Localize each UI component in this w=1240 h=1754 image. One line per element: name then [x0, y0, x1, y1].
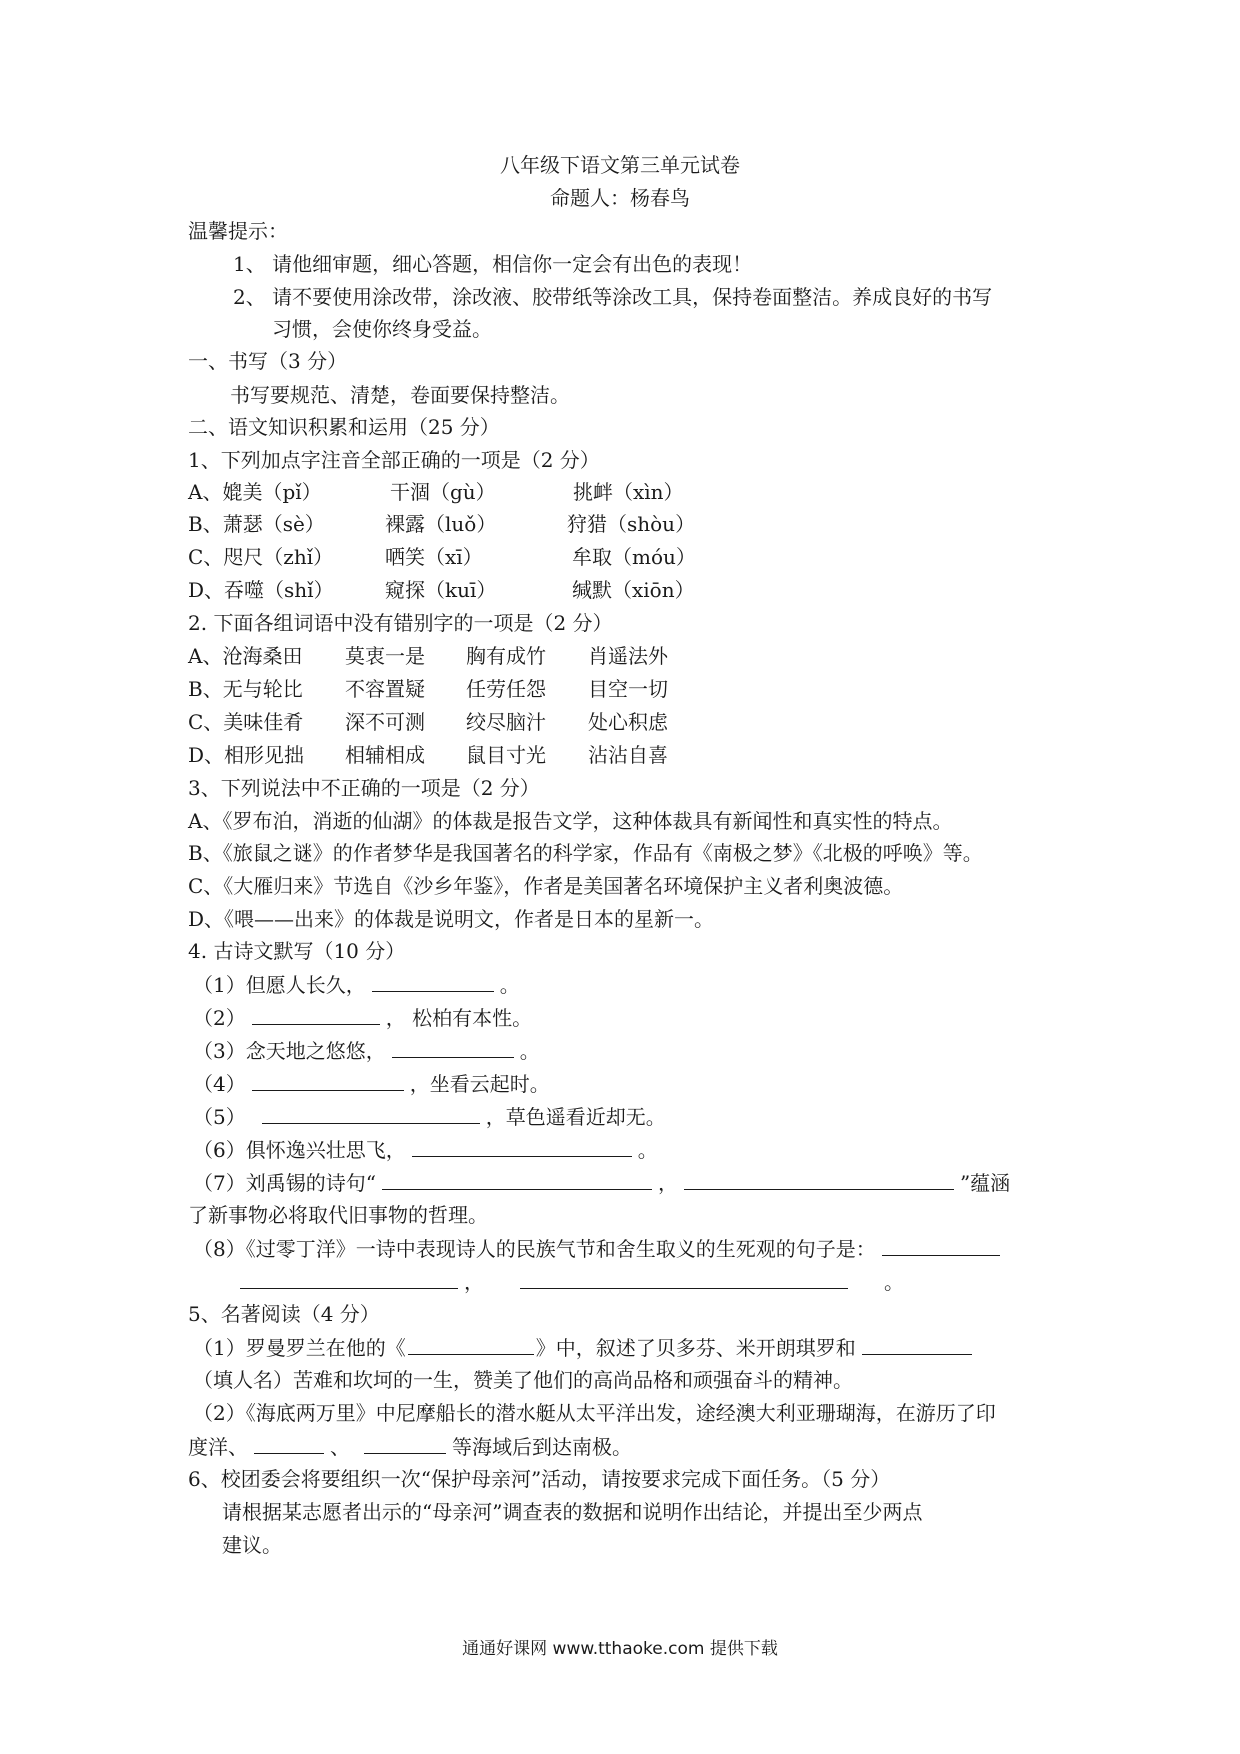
answer-blank[interactable] [240, 1268, 458, 1289]
q4-item-3: （3）念天地之悠悠， 。 [193, 1039, 540, 1063]
q5-item-1: （1）罗曼罗兰在他的《 》中，叙述了贝多芬、米开朗琪罗和 [193, 1334, 978, 1361]
q2-option-d-3: 鼠目寸光 [466, 743, 546, 767]
answer-blank[interactable] [862, 1334, 972, 1355]
q3-option-c: C、《大雁归来》节选自《沙乡年鉴》，作者是美国著名环境保护主义者利奥波德。 [188, 874, 904, 898]
tips-item-2: 2、 请不要使用涂改带，涂改液、胶带纸等涂改工具，保持卷面整洁。养成良好的书写 [233, 285, 993, 309]
q4-item-2: （2） ， 松柏有本性。 [193, 1006, 533, 1030]
q6-text: 请根据某志愿者出示的“母亲河”调查表的数据和说明作出结论，并提出至少两点 [222, 1500, 923, 1524]
q3-stem: 3、下列说法中不正确的一项是（2 分） [188, 776, 540, 800]
section1-text: 书写要规范、清楚，卷面要保持整洁。 [230, 383, 570, 407]
q2-option-c-2: 深不可测 [345, 710, 425, 734]
q4-item-8: （8）《过零丁洋》一诗中表现诗人的民族气节和舍生取义的生死观的句子是： [193, 1235, 1006, 1262]
q1-option-b-b: 裸露（luǒ） [385, 512, 497, 536]
q2-option-c-4: 处心积虑 [588, 710, 668, 734]
tips-item-2-cont: 习惯，会使你终身受益。 [272, 317, 492, 341]
q1-option-a-c: 挑衅（xìn） [573, 480, 684, 504]
q1-option-c-c: 牟取（móu） [572, 545, 696, 569]
q1-option-a: A、媲美（pǐ） [188, 480, 322, 504]
q6-text-cont: 建议。 [222, 1533, 282, 1557]
q2-option-b-2: 不容置疑 [345, 677, 425, 701]
q5-stem: 5、名著阅读（4 分） [188, 1302, 380, 1326]
exam-author: 命题人：杨春鸟 [550, 186, 690, 210]
q5-item-2: （2）《海底两万里》中尼摩船长的潜水艇从太平洋出发，途经澳大利亚珊瑚海，在游历了印 [193, 1401, 996, 1425]
q2-option-b-3: 任劳任怨 [466, 677, 546, 701]
q2-option-b-1: B、无与轮比 [188, 677, 303, 701]
q1-option-d-b: 窥探（kuī） [385, 578, 497, 602]
page-footer: 通通好课网 www.tthaoke.com 提供下载 [462, 1639, 778, 1659]
answer-blank[interactable] [684, 1169, 954, 1190]
section2-heading: 二、语文知识积累和运用（25 分） [188, 415, 500, 439]
q3-option-b: B、《旅鼠之谜》的作者梦华是我国著名的科学家，作品有《南极之梦》《北极的呼唤》等。 [188, 841, 983, 865]
q1-option-d: D、吞噬（shǐ） [188, 578, 334, 602]
q3-option-a: A、《罗布泊，消逝的仙湖》的体裁是报告文学，这种体裁具有新闻性和真实性的特点。 [188, 809, 953, 833]
answer-blank[interactable] [392, 1037, 514, 1058]
answer-blank[interactable] [252, 1070, 404, 1091]
q1-option-a-b: 干涸（gù） [390, 480, 496, 504]
q1-option-c-b: 哂笑（xī） [385, 545, 483, 569]
answer-blank[interactable] [372, 971, 494, 992]
q4-item-5: （5） ，草色遥看近却无。 [193, 1105, 666, 1129]
q1-stem: 1、下列加点字注音全部正确的一项是（2 分） [188, 448, 600, 472]
answer-blank[interactable] [412, 1136, 632, 1157]
section1-heading: 一、书写（3 分） [188, 349, 348, 373]
q2-stem: 2. 下面各组词语中没有错别字的一项是（2 分） [188, 611, 613, 635]
q6-stem: 6、校团委会将要组织一次“保护母亲河”活动，请按要求完成下面任务。（5 分） [188, 1467, 891, 1491]
q4-item-4: （4） ，坐看云起时。 [193, 1072, 550, 1096]
q2-option-d-1: D、相形见拙 [188, 743, 305, 767]
q2-option-a-3: 胸有成竹 [466, 644, 546, 668]
answer-blank[interactable] [254, 1433, 324, 1454]
q4-stem: 4. 古诗文默写（10 分） [188, 939, 406, 963]
q4-item-1: （1）但愿人长久， 。 [193, 973, 520, 997]
q4-item-6: （6）俱怀逸兴壮思飞， 。 [193, 1138, 658, 1162]
tips-heading: 温馨提示： [188, 219, 288, 243]
q5-item-2-cont: 度洋、 、 等海域后到达南极。 [188, 1435, 632, 1459]
q1-option-b-c: 狩猎（shòu） [567, 512, 696, 536]
q4-item-8-cont: ， 。 [240, 1268, 904, 1295]
q2-option-a-1: A、沧海桑田 [188, 644, 303, 668]
q2-option-d-2: 相辅相成 [345, 743, 425, 767]
answer-blank[interactable] [382, 1169, 652, 1190]
answer-blank[interactable] [252, 1004, 380, 1025]
answer-blank[interactable] [882, 1235, 1000, 1256]
q2-option-c-1: C、美味佳肴 [188, 710, 304, 734]
q1-option-c: C、咫尺（zhǐ） [188, 545, 334, 569]
q2-option-a-4: 肖遥法外 [588, 644, 668, 668]
q4-item-7-cont: 了新事物必将取代旧事物的哲理。 [188, 1203, 488, 1227]
q2-option-b-4: 目空一切 [588, 677, 668, 701]
q4-item-7: （7）刘禹锡的诗句“ ， ”蕴涵 [193, 1171, 1011, 1195]
exam-title: 八年级下语文第三单元试卷 [500, 153, 740, 177]
q2-option-d-4: 沾沾自喜 [588, 743, 668, 767]
q1-option-b: B、萧瑟（sè） [188, 512, 325, 536]
q5-item-1-cont: （填人名）苦难和坎坷的一生，赞美了他们的高尚品格和顽强奋斗的精神。 [193, 1368, 853, 1392]
q3-option-d: D、《喂——出来》的体裁是说明文，作者是日本的星新一。 [188, 907, 715, 931]
answer-blank[interactable] [408, 1334, 534, 1355]
answer-blank[interactable] [262, 1103, 480, 1124]
answer-blank[interactable] [520, 1268, 848, 1289]
q2-option-a-2: 莫衷一是 [345, 644, 425, 668]
q2-option-c-3: 绞尽脑汁 [466, 710, 546, 734]
q1-option-d-c: 缄默（xiōn） [572, 578, 695, 602]
answer-blank[interactable] [364, 1433, 446, 1454]
tips-item-1: 1、 请他细审题，细心答题，相信你一定会有出色的表现！ [233, 252, 753, 276]
